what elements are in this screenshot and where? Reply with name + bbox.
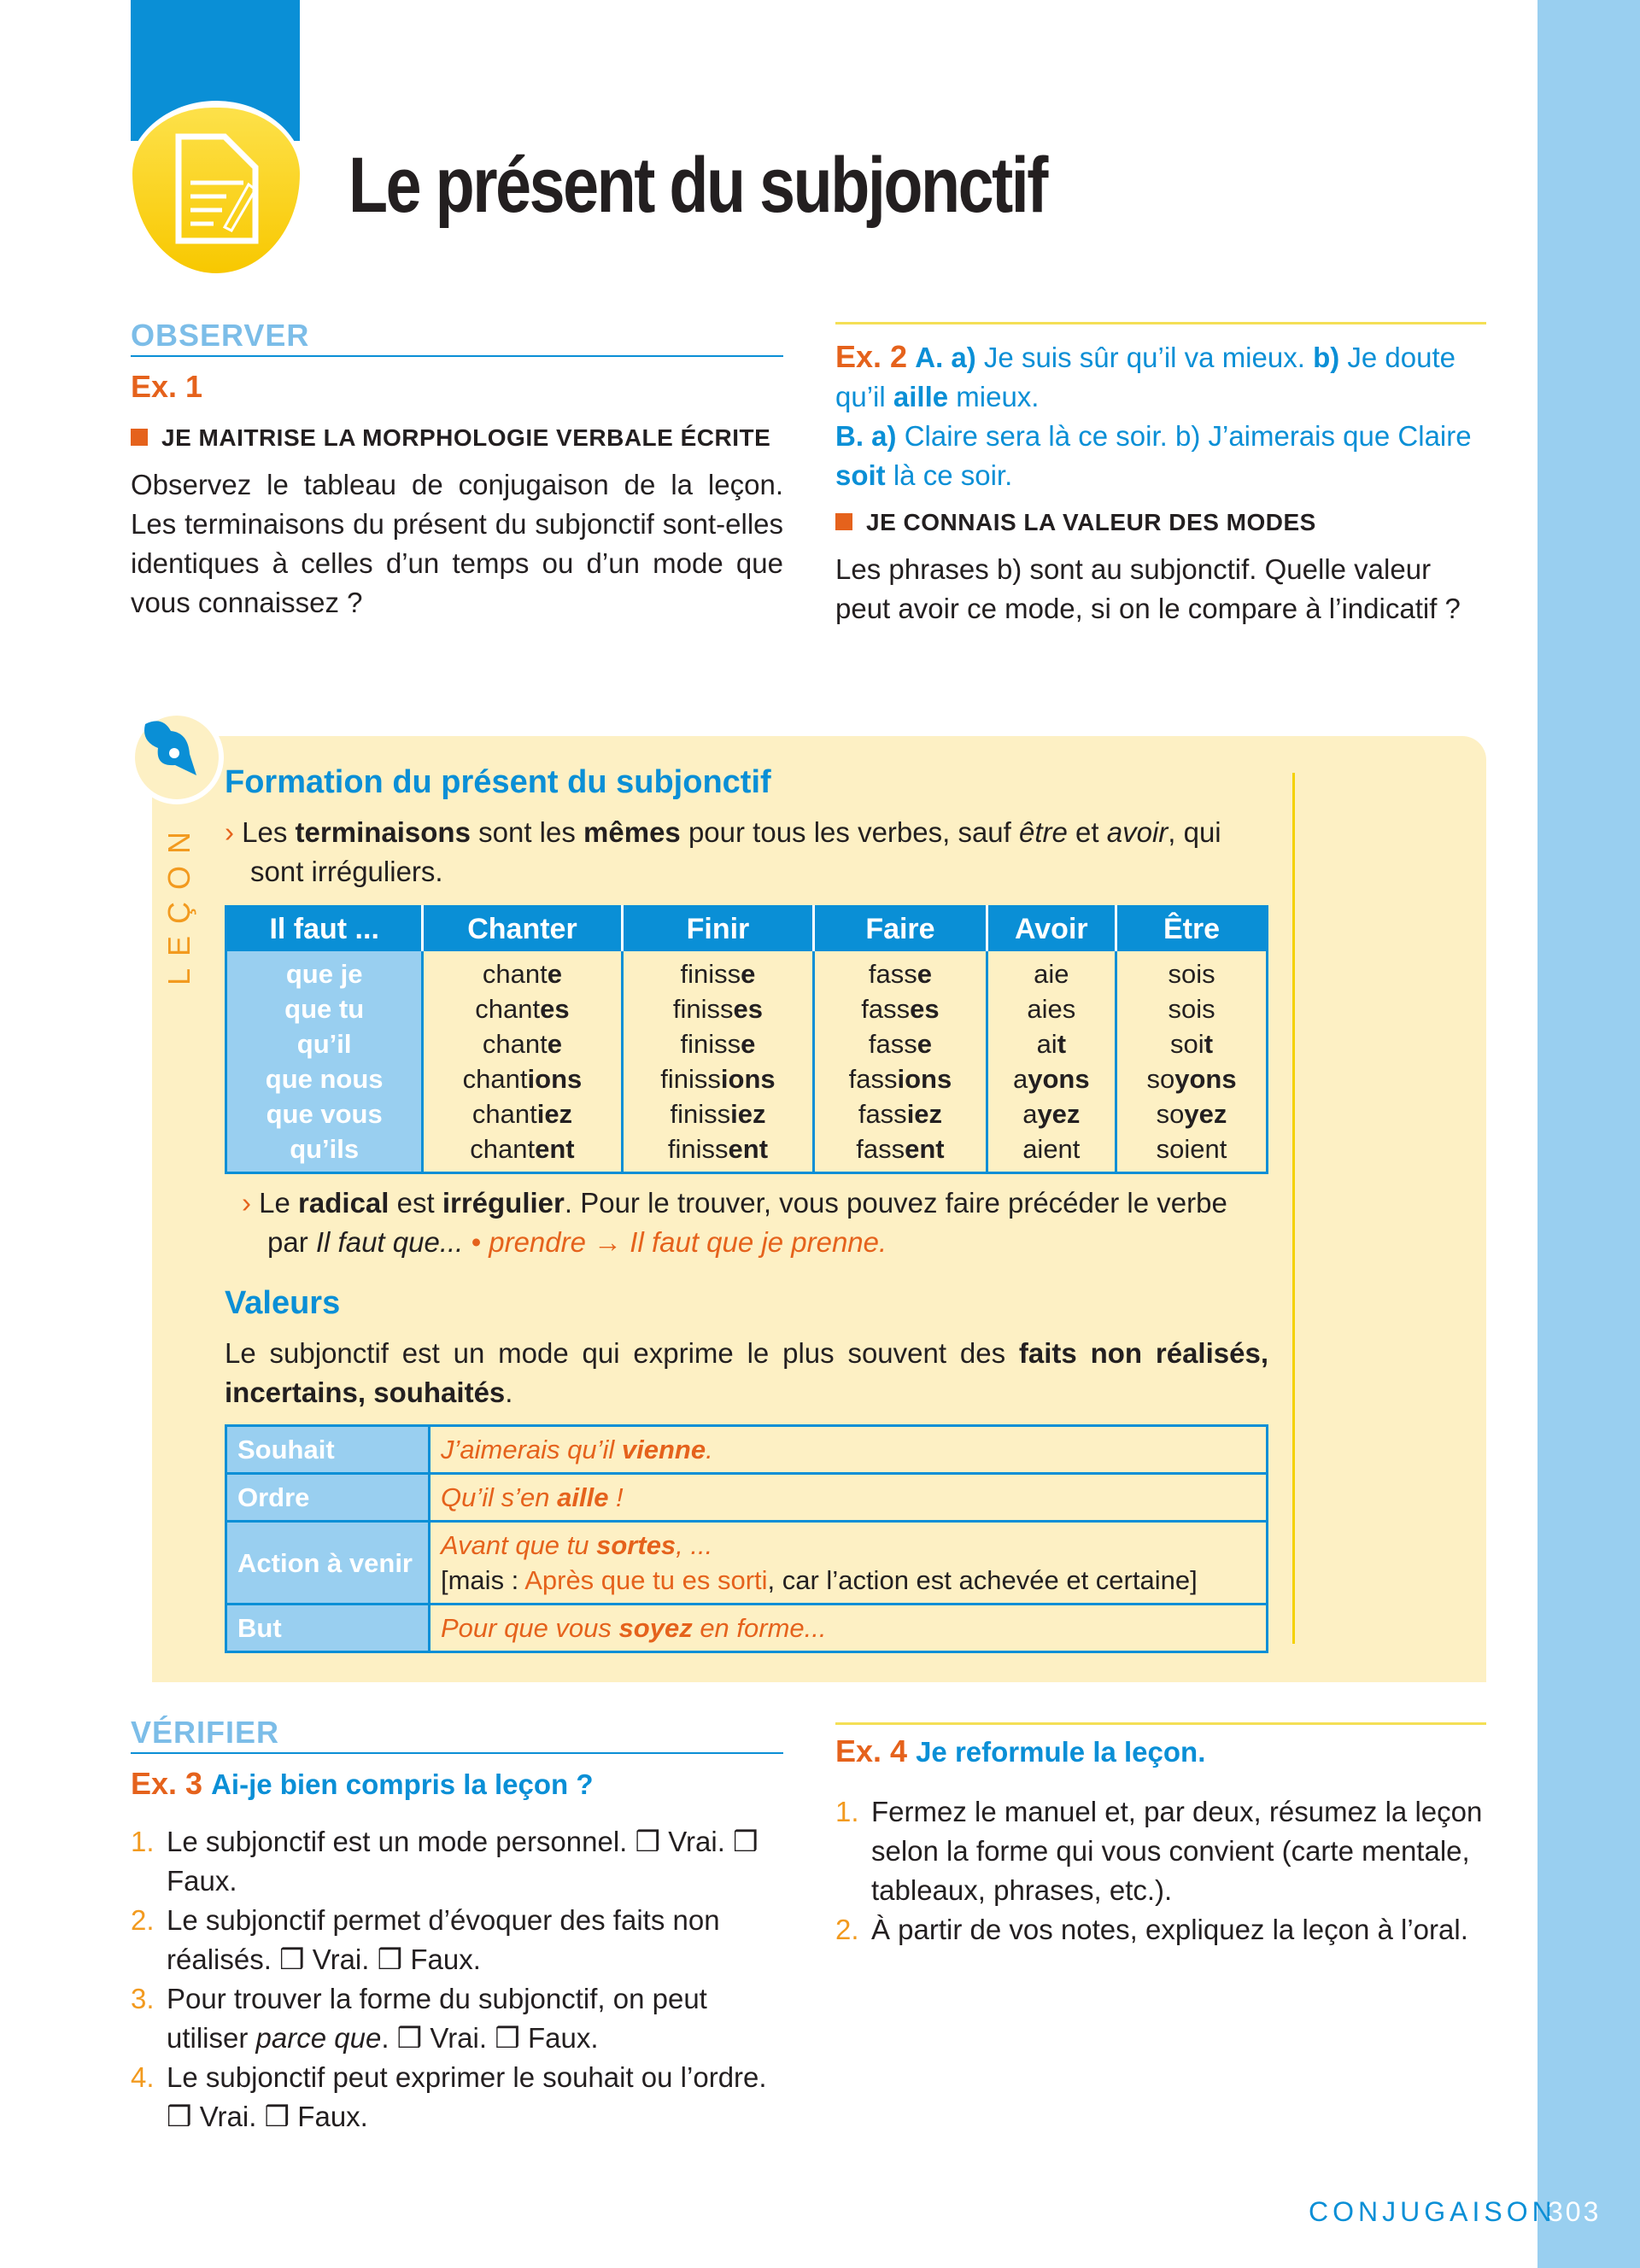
table-header: Chanter [423,907,622,951]
conjugated-form: fasse [868,958,932,989]
list-item: 2. Le subjonctif permet d’évoquer des faits non réalisés. ❒ Vrai. ❒ Faux. [131,1904,720,1975]
conjugated-form: fassions [848,1063,952,1094]
value-label: Action à venir [226,1522,430,1605]
square-bullet-icon [835,513,852,530]
pronoun: que vous [266,1098,383,1129]
conjugated-form: finissions [660,1063,776,1094]
ex3-heading: Ex. 3 Ai-je bien compris la leçon ? [131,1766,594,1801]
value-row [226,1522,1268,1605]
value-example: Qu’il s’en aille ! [430,1474,1268,1522]
page-number: 303 [1548,2196,1602,2227]
conjugated-form: chantiez [472,1098,573,1129]
ex1-number: Ex. 1 [131,369,203,404]
pronoun: qu’il [296,1028,352,1059]
conjugated-form: finissiez [670,1098,766,1129]
radical-rule: › Le radical est irrégulier. Pour le trouver, vous pouvez faire précéder le verbe par Il faut que... • prendre → Il faut que je prenne. [242,1187,1227,1258]
conjugated-form: finisses [672,993,764,1024]
conjugated-form: finisse [680,1028,756,1059]
table-header: Avoir [987,907,1116,951]
list-item: 4. Le subjonctif peut exprimer le souhait ou l’ordre. ❒ Vrai. ❒ Faux. [131,2061,767,2132]
conjugated-form: chantions [462,1063,583,1094]
section-observer: OBSERVER [131,318,310,353]
table-header: Finir [622,907,814,951]
pronoun: que tu [284,993,365,1024]
conjugated-form: ayons [1013,1063,1090,1094]
pronoun: que je [285,958,363,989]
value-example: Pour que vous soyez en forme... [430,1605,1268,1652]
lesson-label: LEÇON [161,820,196,986]
list-item: 1. Fermez le manuel et, par deux, résumez la leçon selon la forme qui vous convient (carte mentale, tableaux, phrases, etc.). [835,1796,1483,1906]
ex2-text: Les phrases b) sont au subjonctif. Quelle valeur peut avoir ce mode, si on le compare à l’indicatif ? [835,553,1461,624]
conjugated-form: aie [1034,958,1069,989]
values-table [225,1424,1268,1653]
value-example: J’aimerais qu’il vienne. [430,1426,1268,1474]
conjugated-form: fassiez [858,1098,943,1129]
conjugated-form: fasses [861,993,940,1024]
ex3-list [131,1822,783,2136]
table-header: Faire [814,907,987,951]
list-item: 2. À partir de vos notes, expliquez la leçon à l’oral. [835,1914,1468,1945]
formation-rule: › Les terminaisons sont les mêmes pour tous les verbes, sauf être et avoir, qui sont irréguliers. [225,816,1221,887]
value-row [226,1474,1268,1522]
conjugated-form: finisse [680,958,756,989]
value-label: But [226,1605,430,1652]
document-pencil-icon [175,133,261,244]
value-row [226,1605,1268,1652]
verb-column [622,951,814,1173]
ex1-text: Observez le tableau de conjugaison de la leçon. Les terminaisons du présent du subjonctif sont-elles identiques à celles d’un temps ou d’un mode que vous connaissez ? [131,469,783,618]
value-label: Souhait [226,1426,430,1474]
valeurs-text: Le subjonctif est un mode qui exprime le plus souvent des faits non réalisés, incertains, souhaités. [225,1337,1268,1408]
conjugated-form: soyons [1146,1063,1237,1094]
footer-section: CONJUGAISON [1309,2196,1556,2227]
conjugated-form: finissent [667,1133,769,1164]
conjugated-form: soit [1170,1028,1214,1059]
pronoun: que nous [265,1063,384,1094]
verb-column [1116,951,1268,1173]
conjugated-form: chante [482,958,562,989]
ex4-list [835,1792,1486,1949]
conjugated-form: fassent [856,1133,945,1164]
pronoun-column [226,951,423,1173]
conjugated-form: sois [1168,958,1215,989]
section-verifier: VÉRIFIER [131,1715,280,1750]
conjugated-form: sois [1168,993,1215,1024]
conjugated-form: chante [482,1028,562,1059]
formation-heading: Formation du présent du subjonctif [225,764,771,800]
verb-column [987,951,1116,1173]
list-item: 1. Le subjonctif est un mode personnel. ❒ Vrai. ❒ Faux. [131,1826,758,1897]
value-label: Ordre [226,1474,430,1522]
fountain-pen-icon [137,716,205,784]
conjugated-form: chantent [470,1133,575,1164]
value-row [226,1426,1268,1474]
side-strip [1538,0,1640,2268]
table-header: Il faut ... [226,907,423,951]
conjugation-table [225,905,1268,1174]
list-item: 3. Pour trouver la forme du subjonctif, on peut utiliser parce que. ❒ Vrai. ❒ Faux. [131,1983,707,2054]
ex1-subtitle: JE MAITRISE LA MORPHOLOGIE VERBALE ÉCRITE [161,424,771,451]
square-bullet-icon [131,429,148,446]
conjugated-form: ayez [1022,1098,1081,1129]
page-title: Le présent du subjonctif [348,142,1046,229]
verb-column [814,951,987,1173]
conjugated-form: chantes [475,993,570,1024]
conjugated-form: aies [1027,993,1076,1024]
ex2-prompt: Ex. 2 A. a) Je suis sûr qu’il va mieux. b) Je doute qu’il aille mieux. B. a) Claire sera là ce soir. b) J’aimerais que Claire soit là ce soir. [835,339,1472,491]
conjugated-form: aient [1022,1133,1081,1164]
ex2-subtitle: JE CONNAIS LA VALEUR DES MODES [866,509,1316,535]
conjugated-form: soient [1156,1133,1227,1164]
verb-column [423,951,622,1173]
conjugated-form: soyez [1156,1098,1227,1129]
conjugated-form: fasse [868,1028,932,1059]
conjugated-form: ait [1036,1028,1067,1059]
table-header: Être [1116,907,1268,951]
pronoun: qu’ils [290,1133,360,1164]
ex4-heading: Ex. 4 Je reformule la leçon. [835,1733,1206,1768]
value-example: Avant que tu sortes, ... [mais : Après que tu es sorti, car l’action est achevée et certaine] [430,1522,1268,1605]
valeurs-heading: Valeurs [225,1285,341,1321]
